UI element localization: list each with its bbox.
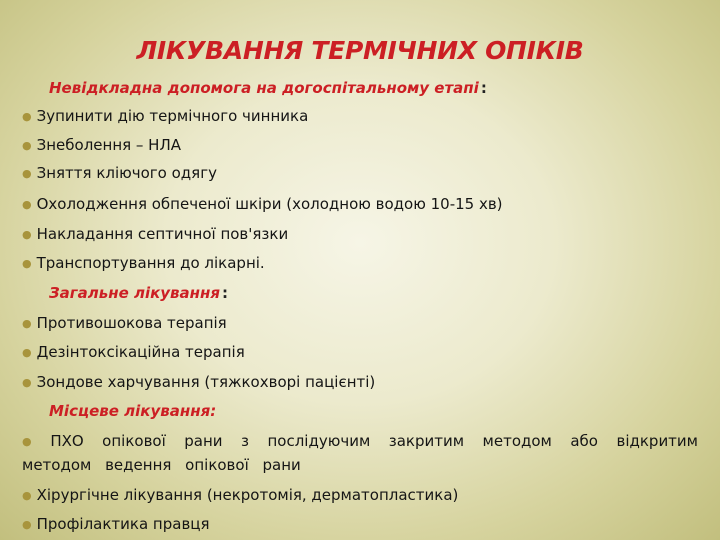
section-heading-emergency xyxy=(49,79,487,97)
list-item: ● Дезінтоксікаційна терапія xyxy=(22,343,245,361)
bullet-icon: ● xyxy=(22,110,32,123)
section-heading-text: Місцеве лікування: xyxy=(49,402,217,420)
bullet-icon: ● xyxy=(22,346,32,359)
list-item: ● Профілактика правця xyxy=(22,515,210,533)
bullet-icon: ● xyxy=(22,435,37,448)
bullet-icon: ● xyxy=(22,518,32,531)
list-item: ● Накладання септичної пов'язки xyxy=(22,225,289,243)
list-item: ● Хірургічне лікування (некротомія, дерматопластика) xyxy=(22,486,459,504)
list-item: ● Зупинити дію термічного чинника xyxy=(22,107,309,125)
bullet-icon: ● xyxy=(22,139,32,152)
bullet-icon: ● xyxy=(22,167,32,180)
section-heading-text: Невідкладна допомога на догоспітальному етапі xyxy=(49,79,479,97)
bullet-icon: ● xyxy=(22,489,32,502)
bullet-icon: ● xyxy=(22,198,32,211)
slide-title: ЛІКУВАННЯ ТЕРМІЧНИХ ОПІКІВ xyxy=(136,36,584,65)
bullet-icon: ● xyxy=(22,317,32,330)
list-item: ● ПХО опікової рани з послідуючим закритим методом або відкритим методом ведення опікової рани xyxy=(22,432,698,474)
section-heading-general xyxy=(49,284,228,302)
section-heading-local xyxy=(49,402,216,420)
list-item: ● Зондове харчування (тяжкохворі пацієнті) xyxy=(22,373,376,391)
heading-colon: : xyxy=(222,284,229,302)
list-item: ● Транспортування до лікарні. xyxy=(22,254,265,272)
section-heading-text: Загальне лікування xyxy=(49,284,221,302)
list-item: ● Знеболення – НЛА xyxy=(22,136,181,154)
bullet-icon: ● xyxy=(22,228,32,241)
heading-colon: : xyxy=(480,79,487,97)
list-item: ● Охолодження обпеченої шкіри (холодною водою 10-15 хв) xyxy=(22,195,503,213)
bullet-icon: ● xyxy=(22,376,32,389)
list-item: ● Противошокова терапія xyxy=(22,314,227,332)
bullet-icon: ● xyxy=(22,257,32,270)
list-item: ● Зняття кліючого одягу xyxy=(22,164,217,182)
